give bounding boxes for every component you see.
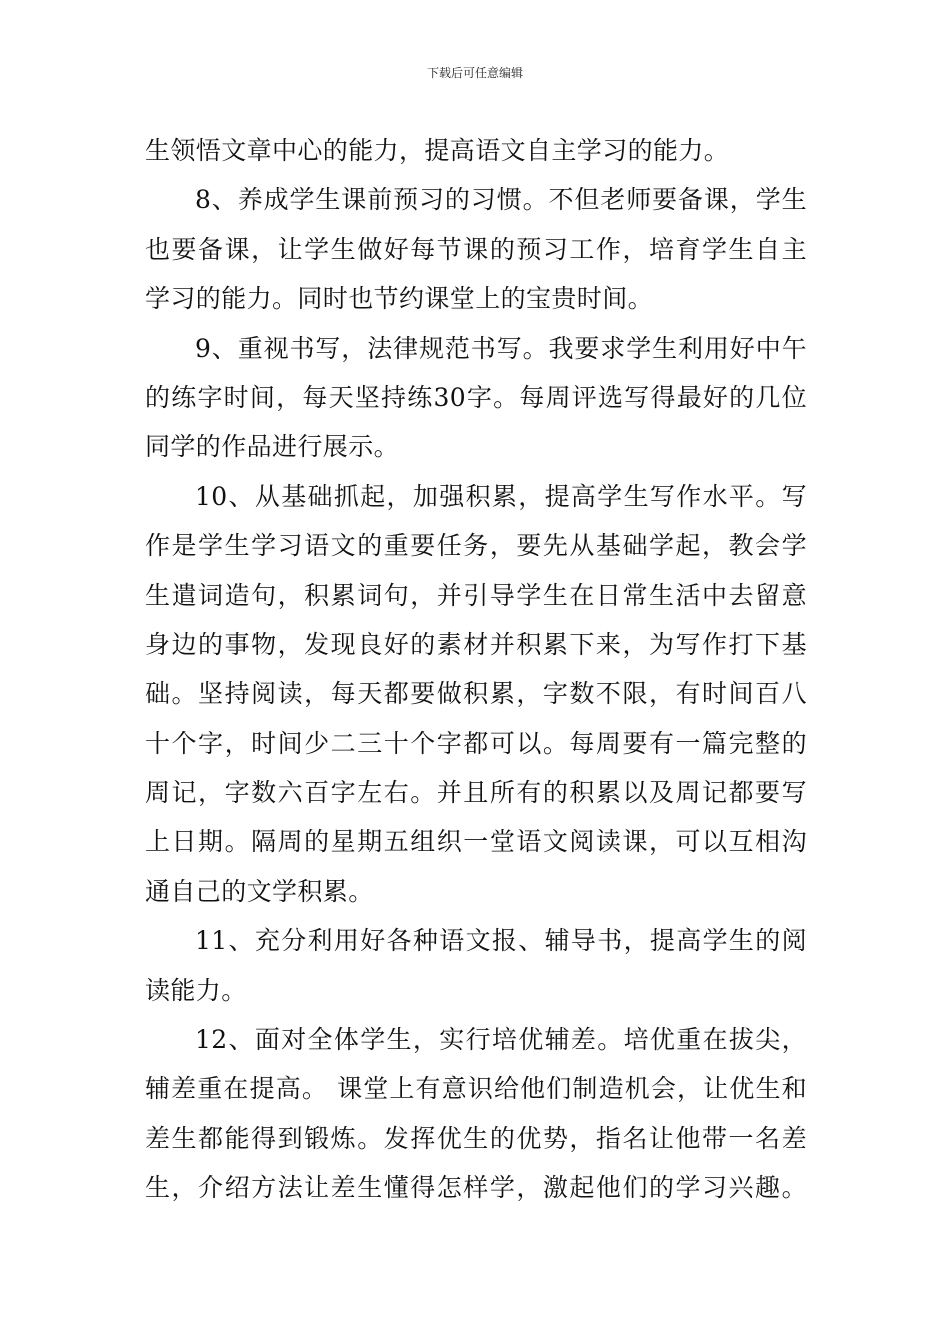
text-line: 身边的事物，发现良好的素材并积累下来，为写作打下基	[145, 629, 807, 659]
text-line: 上日期。隔周的星期五组织一堂语文阅读课，可以互相沟	[145, 827, 807, 857]
text-line: 也要备课，让学生做好每节课的预习工作，培育学生自主	[145, 234, 807, 264]
text-line: 生领悟文章中心的能力，提高语文自主学习的能力。	[145, 136, 730, 165]
page-header: 下载后可任意编辑	[426, 66, 523, 80]
text-line: 辅差重在提高。 课堂上有意识给他们制造机会，让优生和	[145, 1074, 807, 1104]
text-line: 读能力。	[145, 975, 247, 1005]
text-line: 12、面对全体学生，实行培优辅差。培优重在拔尖，	[195, 1025, 807, 1055]
text-line: 周记，字数六百字左右。并且所有的积累以及周记都要写	[145, 778, 807, 808]
text-line: 生遣词造句，积累词句，并引导学生在日常生活中去留意	[145, 580, 807, 610]
text-line: 11、充分利用好各种语文报、辅导书，提高学生的阅	[195, 926, 807, 956]
text-line: 学习的能力。同时也节约课堂上的宝贵时间。	[145, 284, 654, 314]
text-line: 础。坚持阅读，每天都要做积累，字数不限，有时间百八	[145, 679, 807, 709]
text-line: 9、重视书写，法律规范书写。我要求学生利用好中午	[195, 333, 807, 363]
text-line: 十个字，时间少二三十个字都可以。每周要有一篇完整的	[145, 728, 807, 758]
text-line: 通自己的文学积累。	[145, 876, 374, 906]
text-line: 10、从基础抓起，加强积累，提高学生写作水平。写	[195, 481, 807, 511]
text-line: 生，介绍方法让差生懂得怎样学，激起他们的学习兴趣。	[145, 1173, 807, 1203]
text-line: 作是学生学习语文的重要任务，要先从基础学起，教会学	[145, 531, 807, 561]
text-line: 差生都能得到锻炼。发挥优生的优势，指名让他带一名差	[145, 1123, 807, 1153]
text-line: 的练字时间，每天坚持练30字。每周评选写得最好的几位	[145, 382, 807, 412]
document-body	[145, 126, 807, 1213]
text-line: 8、养成学生课前预习的习惯。不但老师要备课，学生	[195, 185, 807, 215]
text-line: 同学的作品进行展示。	[145, 432, 400, 462]
